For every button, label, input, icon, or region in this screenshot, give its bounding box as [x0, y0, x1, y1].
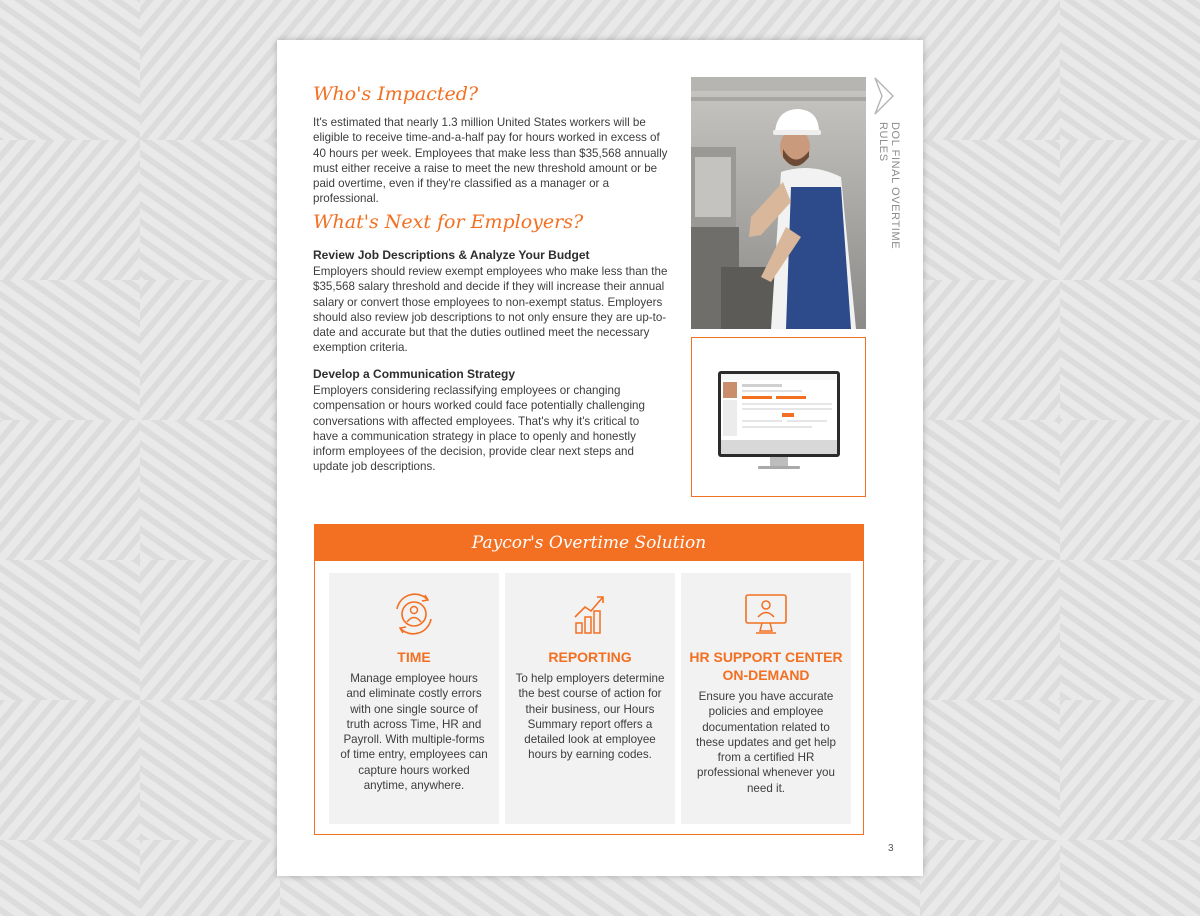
document-page — [277, 40, 923, 876]
monitor-person-icon — [741, 591, 791, 637]
card-text-time: Manage employee hours and eliminate costly errors with one single source of truth across Time, HR and Payroll. With multiple-forms of time entry, employees can capture hours worked anytime, anywhere. — [340, 672, 488, 793]
solution-card-time — [329, 573, 499, 824]
card-text-reporting: To help employers determine the best course of action for their business, our Hours Summary report offers a detailed look at employee hours by earning codes. — [515, 672, 665, 762]
impacted-heading: Who's Impacted? — [313, 83, 479, 105]
solution-card-hr-support — [681, 573, 851, 824]
side-title-text: DOL FINAL OVERTIME RULES — [877, 122, 901, 250]
card-title-hr-support: HR SUPPORT CENTER ON-DEMAND — [689, 649, 843, 683]
clock-person-icon — [389, 591, 439, 637]
card-title-reporting: REPORTING — [548, 649, 632, 665]
communication-subheading: Develop a Communication Strategy — [313, 367, 516, 381]
side-running-title — [871, 76, 899, 286]
communication-body: Employers considering reclassifying employees or changing compensation or hours worked could face potentially challenging conversations with affected employees. That's why it's critical to have a communication strategy in place to openly and honestly inform employees of the decision, provide clear next steps and update job descriptions. — [313, 384, 645, 474]
software-monitor-image — [691, 337, 866, 497]
solution-heading: Paycor's Overtime Solution — [315, 525, 863, 561]
review-subheading: Review Job Descriptions & Analyze Your Budget — [313, 248, 590, 262]
bar-chart-growth-icon — [565, 591, 615, 637]
solution-card-reporting — [505, 573, 675, 824]
review-body: Employers should review exempt employees who make less than the $35,568 salary threshold and decide if they will increase their annual salary or convert those employees to non-exempt status. Employers should also review job descriptions to not only ensure they are up-to-date and accurate but that the duties outlined meet the necessary exemption criteria. — [313, 265, 668, 355]
card-title-time: TIME — [397, 649, 431, 665]
page-number: 3 — [888, 843, 894, 854]
worker-photo — [691, 77, 866, 329]
next-heading: What's Next for Employers? — [313, 211, 584, 233]
overtime-solution-panel — [314, 524, 864, 835]
paycor-arrow-logo-icon — [873, 76, 895, 116]
monitor-illustration — [692, 338, 865, 496]
impacted-body: It's estimated that nearly 1.3 million United States workers will be eligible to receive time-and-a-half pay for hours worked in excess of 40 hours per week. Employees that make less than $35,568 annually must either receive a raise to meet the new threshold amount or be paid overtime, even if they're classified as a manager or a professional. — [313, 116, 668, 206]
card-text-hr-support: Ensure you have accurate policies and employee documentation related to these updates and get help from a certified HR professional whenever you need it. — [696, 690, 836, 795]
